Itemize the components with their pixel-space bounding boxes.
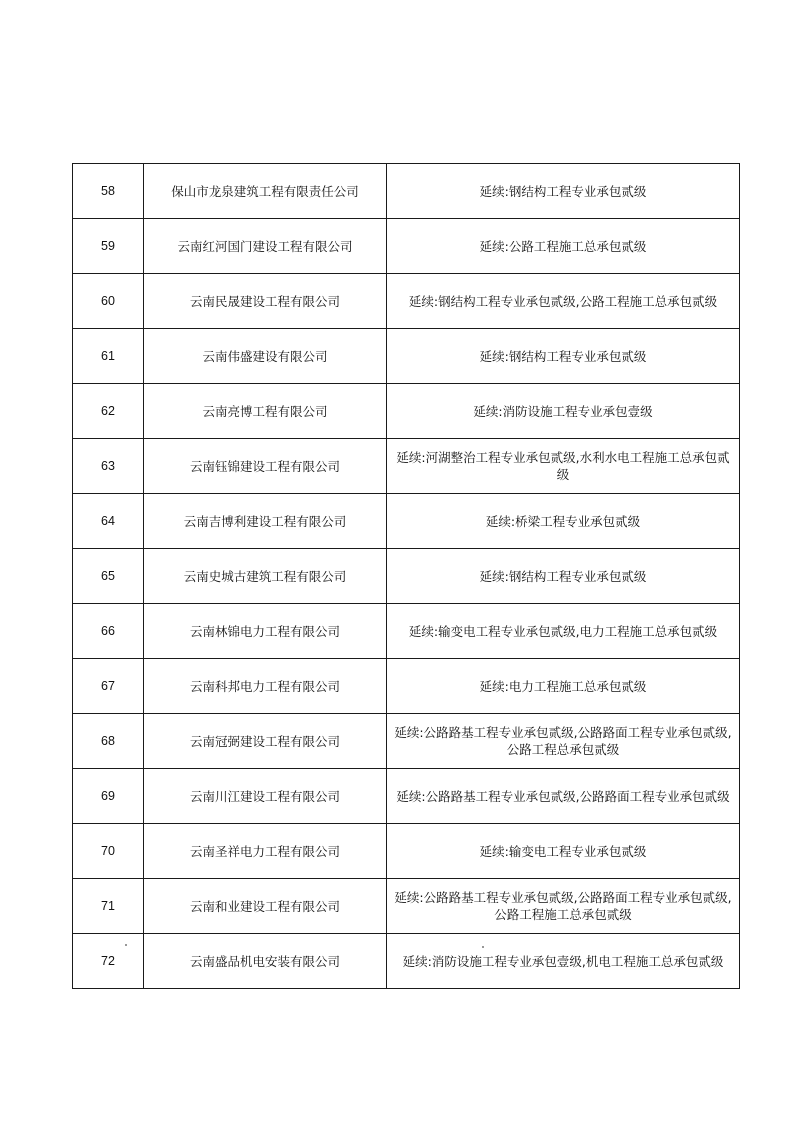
row-number: 66: [73, 604, 144, 659]
row-number: 64: [73, 494, 144, 549]
qualification-table: [72, 163, 740, 989]
company-name: 云南冠弼建设工程有限公司: [144, 714, 387, 769]
qualification-text: 延续:电力工程施工总承包贰级: [387, 659, 740, 714]
company-name: 云南盛品机电安装有限公司: [144, 934, 387, 989]
row-number: 71: [73, 879, 144, 934]
table-row: [73, 494, 740, 549]
row-number: 61: [73, 329, 144, 384]
company-name: 云南伟盛建设有限公司: [144, 329, 387, 384]
table-row: [73, 879, 740, 934]
qualification-text: 延续:河湖整治工程专业承包贰级,水利水电工程施工总承包贰级: [387, 439, 740, 494]
qualification-text: 延续:钢结构工程专业承包贰级: [387, 164, 740, 219]
company-name: 云南吉博利建设工程有限公司: [144, 494, 387, 549]
company-name: 云南史城古建筑工程有限公司: [144, 549, 387, 604]
table-row: [73, 384, 740, 439]
qualification-text: 延续:钢结构工程专业承包贰级,公路工程施工总承包贰级: [387, 274, 740, 329]
company-name: 云南川江建设工程有限公司: [144, 769, 387, 824]
table-row: [73, 604, 740, 659]
row-number: 62: [73, 384, 144, 439]
qualification-text: 延续:公路路基工程专业承包贰级,公路路面工程专业承包贰级,公路工程施工总承包贰级: [387, 879, 740, 934]
row-number: 65: [73, 549, 144, 604]
company-name: 保山市龙泉建筑工程有限责任公司: [144, 164, 387, 219]
row-number: 67: [73, 659, 144, 714]
company-name: 云南民晟建设工程有限公司: [144, 274, 387, 329]
company-name: 云南亮博工程有限公司: [144, 384, 387, 439]
row-number: 60: [73, 274, 144, 329]
row-number: 63: [73, 439, 144, 494]
row-number: 59: [73, 219, 144, 274]
table-row: [73, 659, 740, 714]
qualification-text: 延续:消防设施工程专业承包壹级: [387, 384, 740, 439]
company-name: 云南林锦电力工程有限公司: [144, 604, 387, 659]
table-row: [73, 329, 740, 384]
qualification-text: 延续:输变电工程专业承包贰级,电力工程施工总承包贰级: [387, 604, 740, 659]
company-name: 云南圣祥电力工程有限公司: [144, 824, 387, 879]
scan-speck: [482, 946, 484, 948]
row-number: 58: [73, 164, 144, 219]
row-number: 70: [73, 824, 144, 879]
table-row: [73, 164, 740, 219]
table-row: [73, 714, 740, 769]
qualification-text: 延续:公路路基工程专业承包贰级,公路路面工程专业承包贰级: [387, 769, 740, 824]
table-row: [73, 274, 740, 329]
company-name: 云南和业建设工程有限公司: [144, 879, 387, 934]
qualification-text: 延续:钢结构工程专业承包贰级: [387, 549, 740, 604]
qualification-text: 延续:公路工程施工总承包贰级: [387, 219, 740, 274]
table-row: [73, 549, 740, 604]
qualification-text: 延续:钢结构工程专业承包贰级: [387, 329, 740, 384]
row-number: 72: [73, 934, 144, 989]
qualification-text: 延续:桥梁工程专业承包贰级: [387, 494, 740, 549]
row-number: 69: [73, 769, 144, 824]
table-row: [73, 934, 740, 989]
company-name: 云南红河国门建设工程有限公司: [144, 219, 387, 274]
table-row: [73, 769, 740, 824]
table-row: [73, 219, 740, 274]
row-number: 68: [73, 714, 144, 769]
scan-speck: [125, 944, 127, 946]
qualification-text: 延续:消防设施工程专业承包壹级,机电工程施工总承包贰级: [387, 934, 740, 989]
qualification-text: 延续:公路路基工程专业承包贰级,公路路面工程专业承包贰级,公路工程总承包贰级: [387, 714, 740, 769]
company-name: 云南钰锦建设工程有限公司: [144, 439, 387, 494]
table-row: [73, 439, 740, 494]
qualification-text: 延续:输变电工程专业承包贰级: [387, 824, 740, 879]
table-row: [73, 824, 740, 879]
table-body: [73, 164, 740, 989]
company-name: 云南科邦电力工程有限公司: [144, 659, 387, 714]
